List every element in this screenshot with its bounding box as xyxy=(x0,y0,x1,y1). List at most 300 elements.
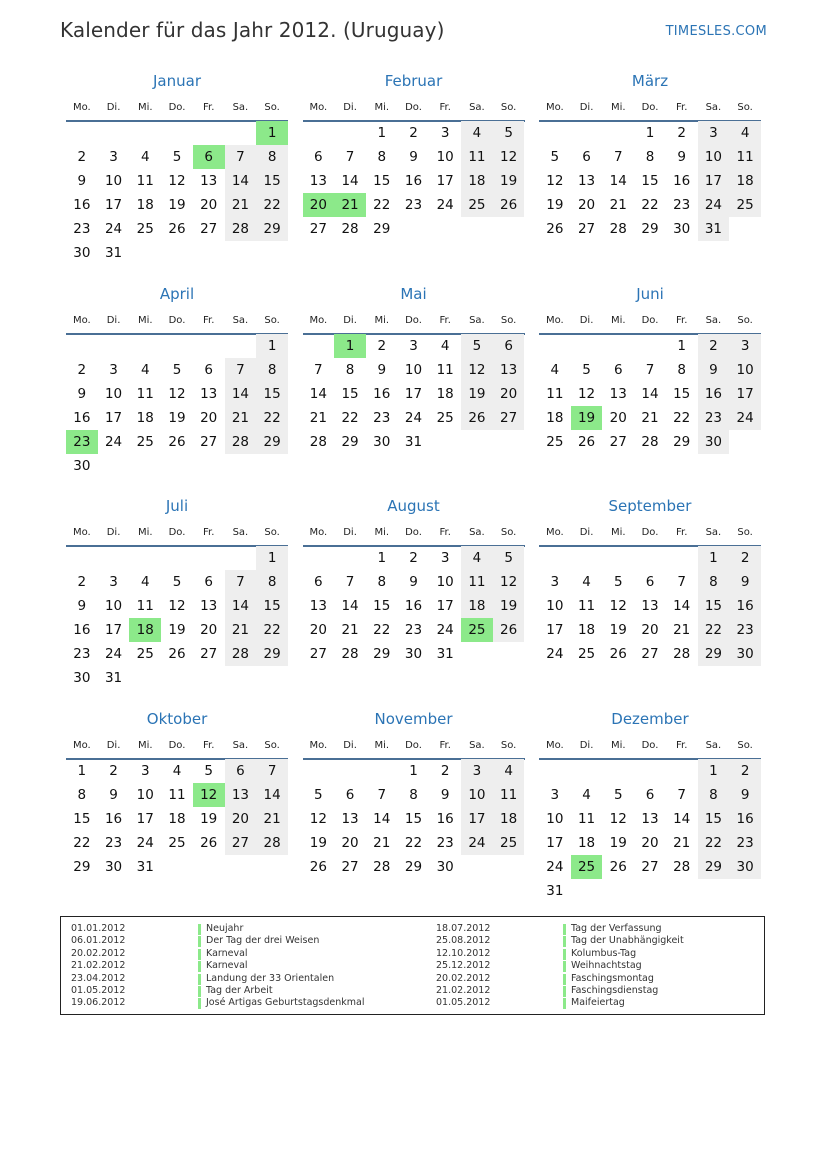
day-cell: 8 xyxy=(77,786,87,803)
day-cell: 29 xyxy=(698,642,730,666)
day-cell: 16 xyxy=(73,197,91,213)
legend-marker xyxy=(198,949,201,960)
day-cell: 23 xyxy=(73,221,91,237)
day-cell: 3 xyxy=(729,334,761,358)
day-cell: 17 xyxy=(136,810,154,827)
day-cell: 7 xyxy=(314,361,323,378)
day-cell: 16 xyxy=(73,409,91,426)
day-cell: 20 xyxy=(225,807,257,831)
day-cell: 13 xyxy=(609,385,627,402)
day-cell: 5 xyxy=(582,361,591,378)
weekday-label: Sa. xyxy=(469,739,485,751)
legend-date: 06.01.2012 xyxy=(71,935,126,947)
day-cell: 11 xyxy=(136,598,154,614)
day-cell: 5 xyxy=(204,762,213,779)
weekday-label: Mi. xyxy=(137,739,153,751)
day-cell: 5 xyxy=(550,149,560,165)
day-cell: 25 xyxy=(136,646,154,662)
weekday-label: Mo. xyxy=(309,102,328,113)
weekday-label: So. xyxy=(264,314,280,326)
day-cell: 26 xyxy=(546,221,564,237)
day-cell: 22 xyxy=(404,834,423,851)
day-cell: 8 xyxy=(677,361,686,378)
weekday-label: So. xyxy=(500,527,517,538)
legend-holiday-name: Der Tag der drei Weisen xyxy=(206,935,320,947)
day-cell: 23 xyxy=(73,646,91,662)
day-cell: 28 xyxy=(373,858,391,875)
day-cell: 6 xyxy=(204,574,213,590)
day-cell: 23 xyxy=(373,409,391,426)
month-name: Februar xyxy=(384,72,443,90)
day-cell: 20 xyxy=(641,622,659,638)
weekday-label: Mi. xyxy=(610,314,626,326)
day-cell: 4 xyxy=(493,759,525,783)
day-cell: 29 xyxy=(341,433,359,450)
day-cell: 19 xyxy=(200,810,218,827)
day-cell: 11 xyxy=(577,598,596,614)
day-cell: 23 xyxy=(729,831,761,855)
day-cell: 3 xyxy=(440,550,450,566)
day-cell: 5 xyxy=(172,574,182,590)
weekday-label: Sa. xyxy=(705,527,722,538)
day-cell: 10 xyxy=(404,361,423,378)
day-cell: 27 xyxy=(225,831,257,855)
day-cell: 18 xyxy=(461,594,493,618)
weekday-label: So. xyxy=(737,314,753,326)
weekday-label: Do. xyxy=(405,102,422,113)
day-cell: 12 xyxy=(577,385,596,402)
day-cell: 24 xyxy=(461,831,493,855)
weekday-label: So. xyxy=(264,739,280,751)
day-cell: 23 xyxy=(104,834,123,851)
month-name: März xyxy=(631,72,669,90)
day-cell: 28 xyxy=(309,433,327,450)
day-cell: 20 xyxy=(200,197,218,213)
month-dezember xyxy=(539,710,761,910)
day-cell: 24 xyxy=(729,406,761,430)
day-cell: 12 xyxy=(493,145,525,169)
day-cell: 16 xyxy=(104,810,123,827)
day-cell: 7 xyxy=(345,574,355,590)
day-cell: 8 xyxy=(377,149,387,165)
day-cell: 14 xyxy=(373,810,391,827)
day-cell: 30 xyxy=(673,221,691,237)
day-cell: 26 xyxy=(609,646,627,662)
day-cell: 17 xyxy=(104,622,123,638)
day-cell: 25 xyxy=(136,221,154,237)
day-cell: 6 xyxy=(493,334,525,358)
day-cell: 18 xyxy=(436,385,454,402)
day-cell: 21 xyxy=(609,197,627,213)
day-cell: 11 xyxy=(461,570,493,594)
month-januar xyxy=(66,72,288,272)
month-name: Dezember xyxy=(611,709,689,728)
weekday-label: So. xyxy=(264,102,280,113)
day-cell: 8 xyxy=(645,149,655,165)
day-cell: 5 xyxy=(172,361,182,378)
day-cell: 7 xyxy=(677,786,686,803)
legend-marker xyxy=(563,924,566,935)
weekday-label: Fr. xyxy=(675,102,688,113)
day-cell: 17 xyxy=(546,834,564,851)
day-cell: 21 xyxy=(225,406,257,430)
day-cell: 13 xyxy=(641,598,659,614)
weekday-label: Mo. xyxy=(309,739,328,751)
day-cell: 1 xyxy=(377,550,387,566)
day-cell: 11 xyxy=(546,385,564,402)
day-cell: 30 xyxy=(404,646,423,662)
day-cell: 25 xyxy=(436,409,454,426)
day-cell: 24 xyxy=(104,221,123,237)
day-cell: 24 xyxy=(104,646,123,662)
weekday-label: Fr. xyxy=(202,739,215,751)
legend-holiday-name: Karneval xyxy=(206,960,248,972)
day-cell: 10 xyxy=(136,786,154,803)
day-cell: 25 xyxy=(577,646,596,662)
day-cell: 31 xyxy=(104,670,123,686)
weekday-label: Do. xyxy=(168,102,186,113)
day-cell: 22 xyxy=(698,618,730,642)
weekday-label: So. xyxy=(264,527,280,538)
weekday-label: Fr. xyxy=(675,739,688,751)
day-cell: 25 xyxy=(493,831,525,855)
day-cell: 31 xyxy=(136,858,154,875)
month-name: Januar xyxy=(153,72,201,90)
day-cell: 5 xyxy=(461,334,493,358)
day-cell: 7 xyxy=(677,574,686,590)
legend-holiday-name: Tag der Unabhängigkeit xyxy=(571,935,684,947)
day-cell: 4 xyxy=(172,762,182,779)
day-cell: 27 xyxy=(200,433,218,450)
day-cell: 30 xyxy=(698,430,730,454)
day-cell: 27 xyxy=(309,646,327,662)
day-cell: 18 xyxy=(136,409,154,426)
day-cell: 9 xyxy=(377,361,387,378)
day-cell: 2 xyxy=(77,361,87,378)
day-cell: 16 xyxy=(436,810,454,827)
legend-marker xyxy=(198,998,201,1009)
day-cell: 2 xyxy=(77,574,87,590)
day-cell: 2 xyxy=(729,759,761,783)
weekday-label: Do. xyxy=(641,739,659,751)
day-cell: 9 xyxy=(77,173,87,189)
legend-holiday-name: Kolumbus-Tag xyxy=(571,947,637,959)
day-cell: 13 xyxy=(225,783,257,807)
day-cell: 11 xyxy=(136,173,154,189)
day-cell: 15 xyxy=(373,173,391,189)
day-cell: 20 xyxy=(341,834,359,851)
day-cell: 9 xyxy=(729,570,761,594)
day-cell: 10 xyxy=(104,385,123,402)
day-cell: 23 xyxy=(436,834,454,851)
day-cell: 5 xyxy=(314,786,323,803)
day-cell: 1 xyxy=(377,125,387,141)
day-cell: 6 xyxy=(314,574,323,590)
day-cell: 28 xyxy=(673,858,691,875)
day-cell: 3 xyxy=(109,361,118,378)
day-cell: 5 xyxy=(172,149,182,165)
day-cell: 27 xyxy=(577,221,596,237)
day-cell: 13 xyxy=(641,810,659,827)
day-cell: 22 xyxy=(698,831,730,855)
day-cell: 10 xyxy=(461,783,493,807)
day-cell: 9 xyxy=(77,385,87,402)
day-cell: 18 xyxy=(577,622,596,638)
weekday-label: Mi. xyxy=(137,314,153,326)
day-cell: 16 xyxy=(404,173,423,189)
day-cell: 14 xyxy=(256,783,288,807)
day-cell: 9 xyxy=(109,786,118,803)
day-cell: 29 xyxy=(673,433,691,450)
weekday-label: So. xyxy=(500,102,517,113)
day-cell: 6 xyxy=(645,574,655,590)
day-cell: 21 xyxy=(673,834,691,851)
day-cell: 29 xyxy=(73,858,91,875)
day-cell: 9 xyxy=(677,149,686,165)
day-cell: 29 xyxy=(404,858,423,875)
day-cell: 21 xyxy=(373,834,391,851)
day-cell: 28 xyxy=(341,646,359,662)
day-cell: 23 xyxy=(729,618,761,642)
day-cell: 24 xyxy=(698,193,730,217)
weekday-label: Sa. xyxy=(232,102,249,113)
weekday-rule xyxy=(66,545,288,547)
legend-date: 21.02.2012 xyxy=(71,960,126,972)
weekday-label: Mo. xyxy=(72,314,91,326)
day-cell: 18 xyxy=(461,169,493,193)
day-cell: 29 xyxy=(256,430,288,454)
weekday-label: Do. xyxy=(168,314,186,326)
day-cell: 15 xyxy=(641,173,659,189)
day-cell: 30 xyxy=(373,433,391,450)
weekday-label: So. xyxy=(737,102,753,113)
day-cell: 22 xyxy=(673,409,691,426)
day-cell: 26 xyxy=(461,406,493,430)
day-cell: 16 xyxy=(729,807,761,831)
weekday-label: Sa. xyxy=(469,102,485,113)
day-cell: 19 xyxy=(609,834,627,851)
day-cell: 3 xyxy=(140,762,150,779)
legend-marker xyxy=(563,974,566,985)
day-cell: 13 xyxy=(200,598,218,614)
day-cell: 17 xyxy=(729,382,761,406)
day-cell: 21 xyxy=(341,622,359,638)
weekday-label: Do. xyxy=(405,527,422,538)
day-cell: 22 xyxy=(373,622,391,638)
day-cell: 24 xyxy=(546,858,564,875)
day-cell: 24 xyxy=(404,409,423,426)
day-cell: 1 xyxy=(256,334,288,358)
day-cell: 20 xyxy=(200,622,218,638)
day-cell: 4 xyxy=(140,149,150,165)
day-cell: 21 xyxy=(225,618,257,642)
weekday-label: Mi. xyxy=(137,102,153,113)
holiday-day-cell: 12 xyxy=(193,783,225,807)
legend-marker xyxy=(198,924,201,935)
day-cell: 29 xyxy=(256,217,288,241)
weekday-label: Fr. xyxy=(439,527,451,538)
day-cell: 1 xyxy=(645,125,655,141)
weekday-rule xyxy=(66,120,288,122)
day-cell: 17 xyxy=(461,807,493,831)
day-cell: 4 xyxy=(582,786,591,803)
legend-date: 25.08.2012 xyxy=(436,935,491,947)
day-cell: 4 xyxy=(461,121,493,145)
day-cell: 12 xyxy=(309,810,327,827)
month-name: August xyxy=(387,497,440,515)
holiday-day-cell: 23 xyxy=(66,430,98,454)
day-cell: 20 xyxy=(200,409,218,426)
weekday-label: Mo. xyxy=(545,739,564,751)
day-cell: 8 xyxy=(256,145,288,169)
day-cell: 25 xyxy=(461,193,493,217)
weekday-label: Mo. xyxy=(72,527,91,538)
weekday-label: Di. xyxy=(343,314,357,326)
day-cell: 6 xyxy=(314,149,323,165)
weekday-label: Mi. xyxy=(610,527,626,538)
day-cell: 14 xyxy=(225,594,257,618)
day-cell: 2 xyxy=(109,762,118,779)
weekday-label: Mo. xyxy=(545,527,564,538)
day-cell: 21 xyxy=(256,807,288,831)
day-cell: 7 xyxy=(225,145,257,169)
day-cell: 19 xyxy=(309,834,327,851)
day-cell: 8 xyxy=(345,361,355,378)
day-cell: 16 xyxy=(698,382,730,406)
day-cell: 14 xyxy=(673,598,691,614)
day-cell: 27 xyxy=(200,646,218,662)
day-cell: 31 xyxy=(436,646,454,662)
day-cell: 9 xyxy=(77,598,87,614)
day-cell: 17 xyxy=(698,169,730,193)
weekday-label: So. xyxy=(737,527,753,538)
weekday-label: Fr. xyxy=(675,314,688,326)
day-cell: 4 xyxy=(440,337,450,354)
day-cell: 18 xyxy=(493,807,525,831)
legend-marker xyxy=(198,936,201,947)
weekday-label: Fr. xyxy=(439,102,451,113)
day-cell: 22 xyxy=(341,409,359,426)
day-cell: 19 xyxy=(461,382,493,406)
day-cell: 16 xyxy=(73,622,91,638)
day-cell: 30 xyxy=(729,642,761,666)
day-cell: 19 xyxy=(168,409,186,426)
weekday-label: Mi. xyxy=(374,314,390,326)
month-september xyxy=(539,497,761,697)
day-cell: 25 xyxy=(168,834,186,851)
weekday-label: Di. xyxy=(106,527,121,538)
day-cell: 3 xyxy=(109,149,118,165)
day-cell: 27 xyxy=(493,406,525,430)
day-cell: 26 xyxy=(168,646,186,662)
day-cell: 24 xyxy=(104,433,123,450)
day-cell: 8 xyxy=(409,786,418,803)
day-cell: 28 xyxy=(641,433,659,450)
day-cell: 17 xyxy=(104,197,123,213)
day-cell: 12 xyxy=(168,385,186,402)
brand-link[interactable]: TIMESLES.COM xyxy=(665,24,767,39)
day-cell: 14 xyxy=(641,385,659,402)
day-cell: 13 xyxy=(309,173,327,189)
day-cell: 10 xyxy=(698,145,730,169)
weekday-label: Do. xyxy=(168,739,186,751)
day-cell: 24 xyxy=(546,646,564,662)
legend-marker xyxy=(198,986,201,997)
day-cell: 13 xyxy=(341,810,359,827)
legend-date: 25.12.2012 xyxy=(436,960,491,972)
day-cell: 30 xyxy=(729,855,761,879)
day-cell: 11 xyxy=(729,145,761,169)
legend-holiday-name: Maifeiertag xyxy=(571,997,625,1009)
day-cell: 24 xyxy=(436,622,454,638)
day-cell: 19 xyxy=(546,197,564,213)
day-cell: 14 xyxy=(309,385,327,402)
day-cell: 26 xyxy=(309,858,327,875)
day-cell: 15 xyxy=(256,594,288,618)
day-cell: 6 xyxy=(613,361,623,378)
weekday-label: Sa. xyxy=(469,527,485,538)
calendar-grid xyxy=(66,72,761,912)
weekday-label: Di. xyxy=(106,314,121,326)
day-cell: 24 xyxy=(136,834,154,851)
day-cell: 26 xyxy=(609,858,627,875)
day-cell: 12 xyxy=(609,810,627,827)
day-cell: 29 xyxy=(698,855,730,879)
day-cell: 7 xyxy=(256,759,288,783)
day-cell: 8 xyxy=(377,574,387,590)
day-cell: 4 xyxy=(461,546,493,570)
day-cell: 12 xyxy=(609,598,627,614)
legend-holiday-name: Karneval xyxy=(206,947,248,959)
day-cell: 22 xyxy=(73,834,91,851)
weekday-label: Mo. xyxy=(309,527,328,538)
weekday-label: Sa. xyxy=(705,102,722,113)
day-cell: 28 xyxy=(225,642,257,666)
month-name: Oktober xyxy=(146,709,208,728)
day-cell: 11 xyxy=(436,361,454,378)
day-cell: 15 xyxy=(373,598,391,614)
weekday-label: Do. xyxy=(641,102,659,113)
day-cell: 8 xyxy=(256,570,288,594)
legend-date: 18.07.2012 xyxy=(436,923,491,934)
day-cell: 3 xyxy=(461,759,493,783)
day-cell: 23 xyxy=(404,197,423,213)
day-cell: 23 xyxy=(698,406,730,430)
day-cell: 9 xyxy=(409,574,418,590)
legend-date: 01.01.2012 xyxy=(71,923,126,934)
weekday-label: So. xyxy=(500,314,517,326)
holiday-day-cell: 1 xyxy=(256,121,288,145)
day-cell: 1 xyxy=(677,337,686,354)
day-cell: 13 xyxy=(493,358,525,382)
day-cell: 28 xyxy=(609,221,627,237)
weekday-label: Mi. xyxy=(374,739,390,751)
day-cell: 13 xyxy=(200,385,218,402)
day-cell: 29 xyxy=(256,642,288,666)
legend-marker xyxy=(563,998,566,1009)
day-cell: 12 xyxy=(461,358,493,382)
weekday-label: Mi. xyxy=(374,102,390,113)
weekday-label: Sa. xyxy=(469,314,485,326)
month-name: Juli xyxy=(165,497,189,515)
weekday-label: Do. xyxy=(168,527,186,538)
day-cell: 2 xyxy=(698,334,730,358)
page-title: Kalender für das Jahr 2012. (Uruguay) xyxy=(60,18,445,42)
day-cell: 25 xyxy=(546,433,564,450)
legend-date: 23.04.2012 xyxy=(71,972,126,984)
day-cell: 31 xyxy=(404,433,423,450)
holiday-day-cell: 21 xyxy=(334,193,366,217)
